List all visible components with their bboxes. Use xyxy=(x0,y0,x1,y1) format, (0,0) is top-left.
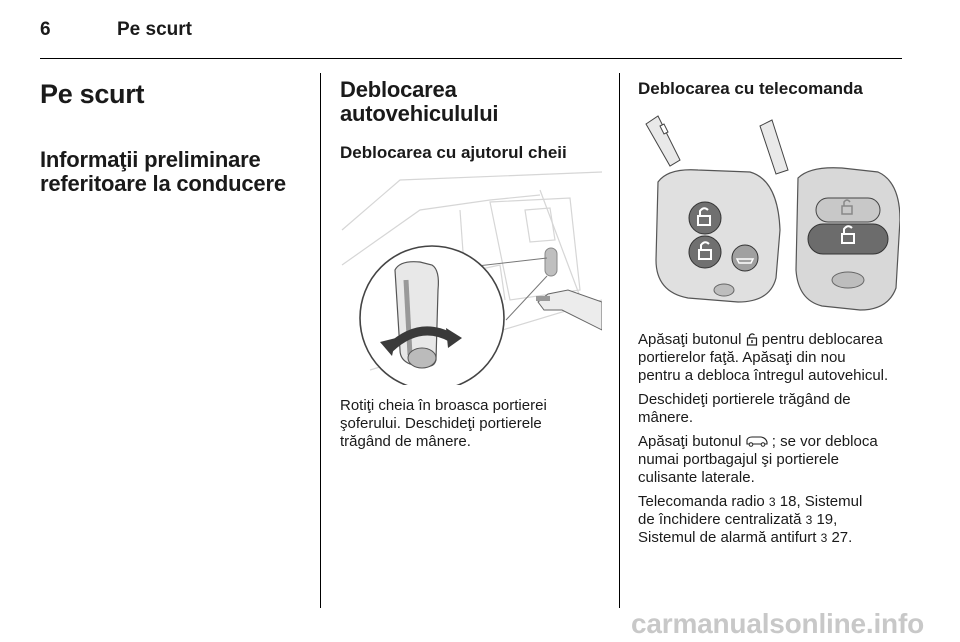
chapter-title: Pe scurt xyxy=(40,79,145,109)
column-divider-right xyxy=(619,73,620,608)
key-door-illustration xyxy=(340,170,602,385)
remote-para4-line-3 xyxy=(638,529,852,547)
key-text-line-2: şoferului. Deschideţi portierele xyxy=(340,415,542,432)
remote-para1-line-1b: pentru deblocarea xyxy=(761,331,883,348)
remote-para4-line-2 xyxy=(638,511,837,529)
remote-para3-line-1a: Apăsaţi butonul xyxy=(638,433,742,450)
remote-para2-line-2: mânere. xyxy=(638,409,694,426)
remote-para3-line-1b: ; se vor debloca xyxy=(771,433,878,450)
remote-para4-line-1 xyxy=(638,493,862,511)
remote-para2-line-1: Deschideţi portierele trăgând de xyxy=(638,391,851,408)
key-text-line-3: trăgând de mânere. xyxy=(340,433,471,450)
page-ref-arrow-icon: 3 xyxy=(768,495,776,509)
page-ref-arrow-icon: 3 xyxy=(805,513,813,527)
page-ref-arrow-icon: 3 xyxy=(820,531,828,545)
remote-para4-line-2a: de închidere centralizată xyxy=(638,511,802,528)
page-number: 6 xyxy=(40,19,51,40)
remote-para1-line-1a: Apăsaţi butonul xyxy=(638,331,742,348)
remote-unlock-subtitle: Deblocarea cu telecomanda xyxy=(638,79,863,98)
van-rear-icon xyxy=(746,435,768,447)
watermark: carmanualsonline.info xyxy=(631,608,924,639)
remote-para1-line-2: portierelor faţă. Apăsaţi din nou xyxy=(638,349,846,366)
remote-para4-line-3b[interactable]: 27. xyxy=(831,529,853,546)
unlock-title-line-1: Deblocarea xyxy=(340,77,457,102)
key-text-line-1: Rotiţi cheia în broasca portierei xyxy=(340,397,547,414)
section-title-line-2: referitoare la conducere xyxy=(40,171,286,196)
column-divider-left xyxy=(320,73,321,608)
remote-para4-line-1a: Telecomanda radio xyxy=(638,493,765,510)
unlock-icon xyxy=(746,332,758,346)
remote-para4-line-3a: Sistemul de alarmă antifurt xyxy=(638,529,817,546)
remote-para3-line-1 xyxy=(638,433,878,451)
remote-para3-line-3: culisante laterale. xyxy=(638,469,755,486)
unlock-title-line-2: autovehiculului xyxy=(340,101,499,126)
remote-para3-line-2: numai portbagajul şi portierele xyxy=(638,451,839,468)
key-unlock-subtitle: Deblocarea cu ajutorul cheii xyxy=(340,143,567,162)
remote-para1-line-1 xyxy=(638,331,883,349)
remote-key-illustration xyxy=(638,110,900,320)
remote-para4-line-2b[interactable]: 19, xyxy=(816,511,838,528)
section-title-line-1: Informaţii preliminare xyxy=(40,147,261,172)
running-header-title: Pe scurt xyxy=(117,19,192,40)
remote-para4-line-1b[interactable]: 18, Sistemul xyxy=(779,493,863,510)
remote-para1-line-3: pentru a debloca întregul autovehicul. xyxy=(638,367,889,384)
header-rule xyxy=(40,58,902,59)
